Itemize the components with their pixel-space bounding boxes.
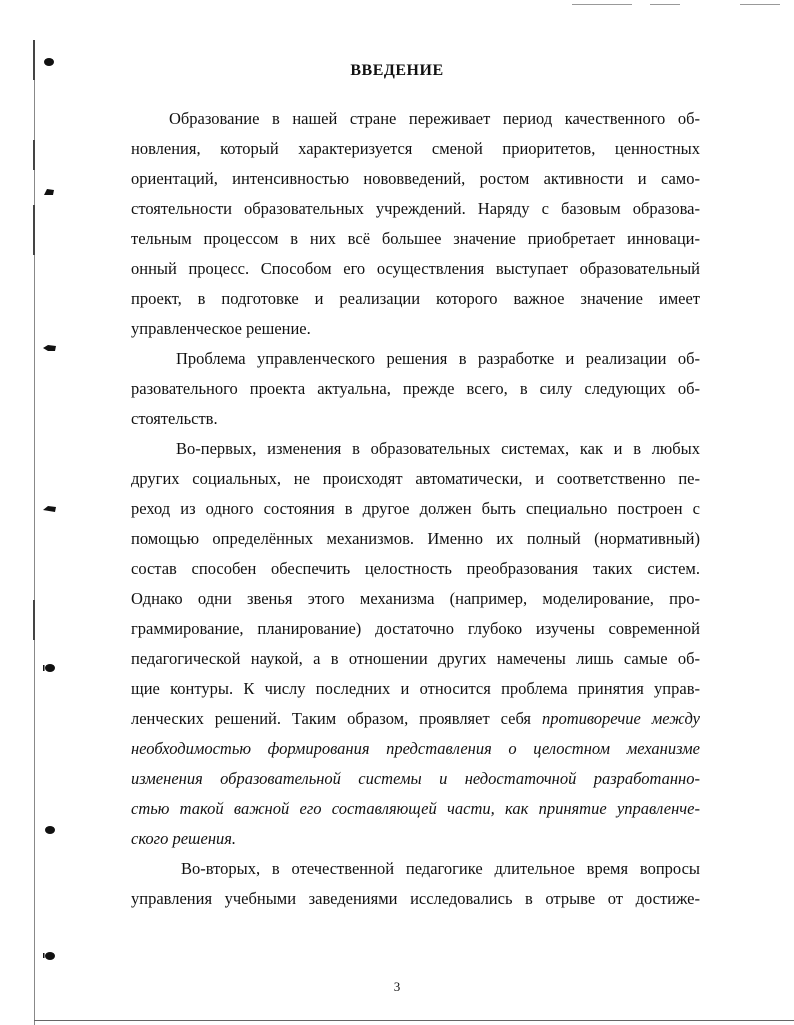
page-title: ВВЕДЕНИЕ: [350, 62, 444, 79]
text-line: состав способен обеспечить целостность преобразования таких систем.: [131, 559, 700, 578]
paragraph-1: [131, 104, 700, 344]
punch-hole-mark: [43, 504, 55, 514]
text-line-with-italic: [131, 704, 700, 734]
text-line: щие контуры. К числу последних и относится проблема принятия управ-: [131, 679, 700, 698]
text-line: разовательного проекта актуальна, прежде всего, в силу следующих об-: [131, 379, 700, 398]
italic-line: изменения образовательной системы и недостаточной разработанно-: [131, 769, 700, 788]
text-line: помощью определённых механизмов. Именно их полный (нормативный): [131, 529, 700, 548]
text-line: педагогической наукой, а в отношении других намечены лишь самые об-: [131, 649, 700, 668]
paragraph-3: [131, 434, 700, 854]
binding-line: [34, 40, 35, 1025]
italic-line: ского решения.: [131, 829, 237, 848]
punch-hole-mark: [43, 187, 55, 197]
italic-line: необходимостью формирования представления о целостном механизме: [131, 739, 700, 758]
text-line: управленческое решение.: [131, 319, 311, 338]
text-segment: ленческих решений. Таким образом, проявляет себя: [131, 709, 532, 728]
text-line: онный процесс. Способом его осуществления выступает образовательный: [131, 259, 700, 278]
binding-segment: [33, 600, 35, 640]
binding-segment: [33, 140, 35, 170]
bottom-rule: [34, 1020, 794, 1021]
text-line: граммирование, планирование) достаточно глубоко изучены современной: [131, 619, 700, 638]
text-line: Во-вторых, в отечественной педагогике длительное время вопросы: [181, 859, 700, 878]
paragraph-4: [131, 854, 700, 914]
italic-segment: противоречие между: [541, 709, 701, 728]
top-dash: [572, 4, 632, 5]
punch-hole-mark: [43, 825, 55, 835]
text-line: тельным процессом в них всё большее значение приобретает инновaци-: [131, 229, 700, 248]
text-line: Образование в нашей стране переживает период качественного об-: [169, 109, 700, 128]
paragraph-2: [131, 344, 700, 434]
punch-hole-mark: [43, 343, 55, 353]
top-dash: [740, 4, 780, 5]
binding-segment: [33, 205, 35, 255]
italic-line: стью такой важной его составляющей части, как принятие управленче-: [131, 799, 700, 818]
punch-hole-mark: [43, 663, 55, 673]
text-line: других социальных, не происходят автоматически, и соответственно пе-: [131, 469, 700, 488]
text-line: новления, который характеризуется сменой приоритетов, ценностных: [131, 139, 700, 158]
text-line: стоятельств.: [131, 409, 218, 428]
text-line: реход из одного состояния в другое должен быть специально построен с: [131, 499, 700, 518]
text-line: управления учебными заведениями исследовались в отрыве от достиже-: [131, 889, 700, 908]
top-dash: [650, 4, 680, 5]
text-line: Во-первых, изменения в образовательных системах, как и в любых: [176, 439, 700, 458]
text-line: Проблема управленческого решения в разработке и реализации об-: [176, 349, 700, 368]
text-line: ориентаций, интенсивностью нововведений, ростом активности и само-: [131, 169, 700, 188]
punch-hole-mark: [43, 951, 55, 961]
text-line: стоятельности образовательных учреждений. Наряду с базовым образова-: [131, 199, 700, 218]
text-line: проект, в подготовке и реализации которого важное значение имеет: [131, 289, 700, 308]
text-line: Однако одни звенья этого механизма (например, моделирование, про-: [131, 589, 700, 608]
page-number: 3: [393, 979, 401, 994]
